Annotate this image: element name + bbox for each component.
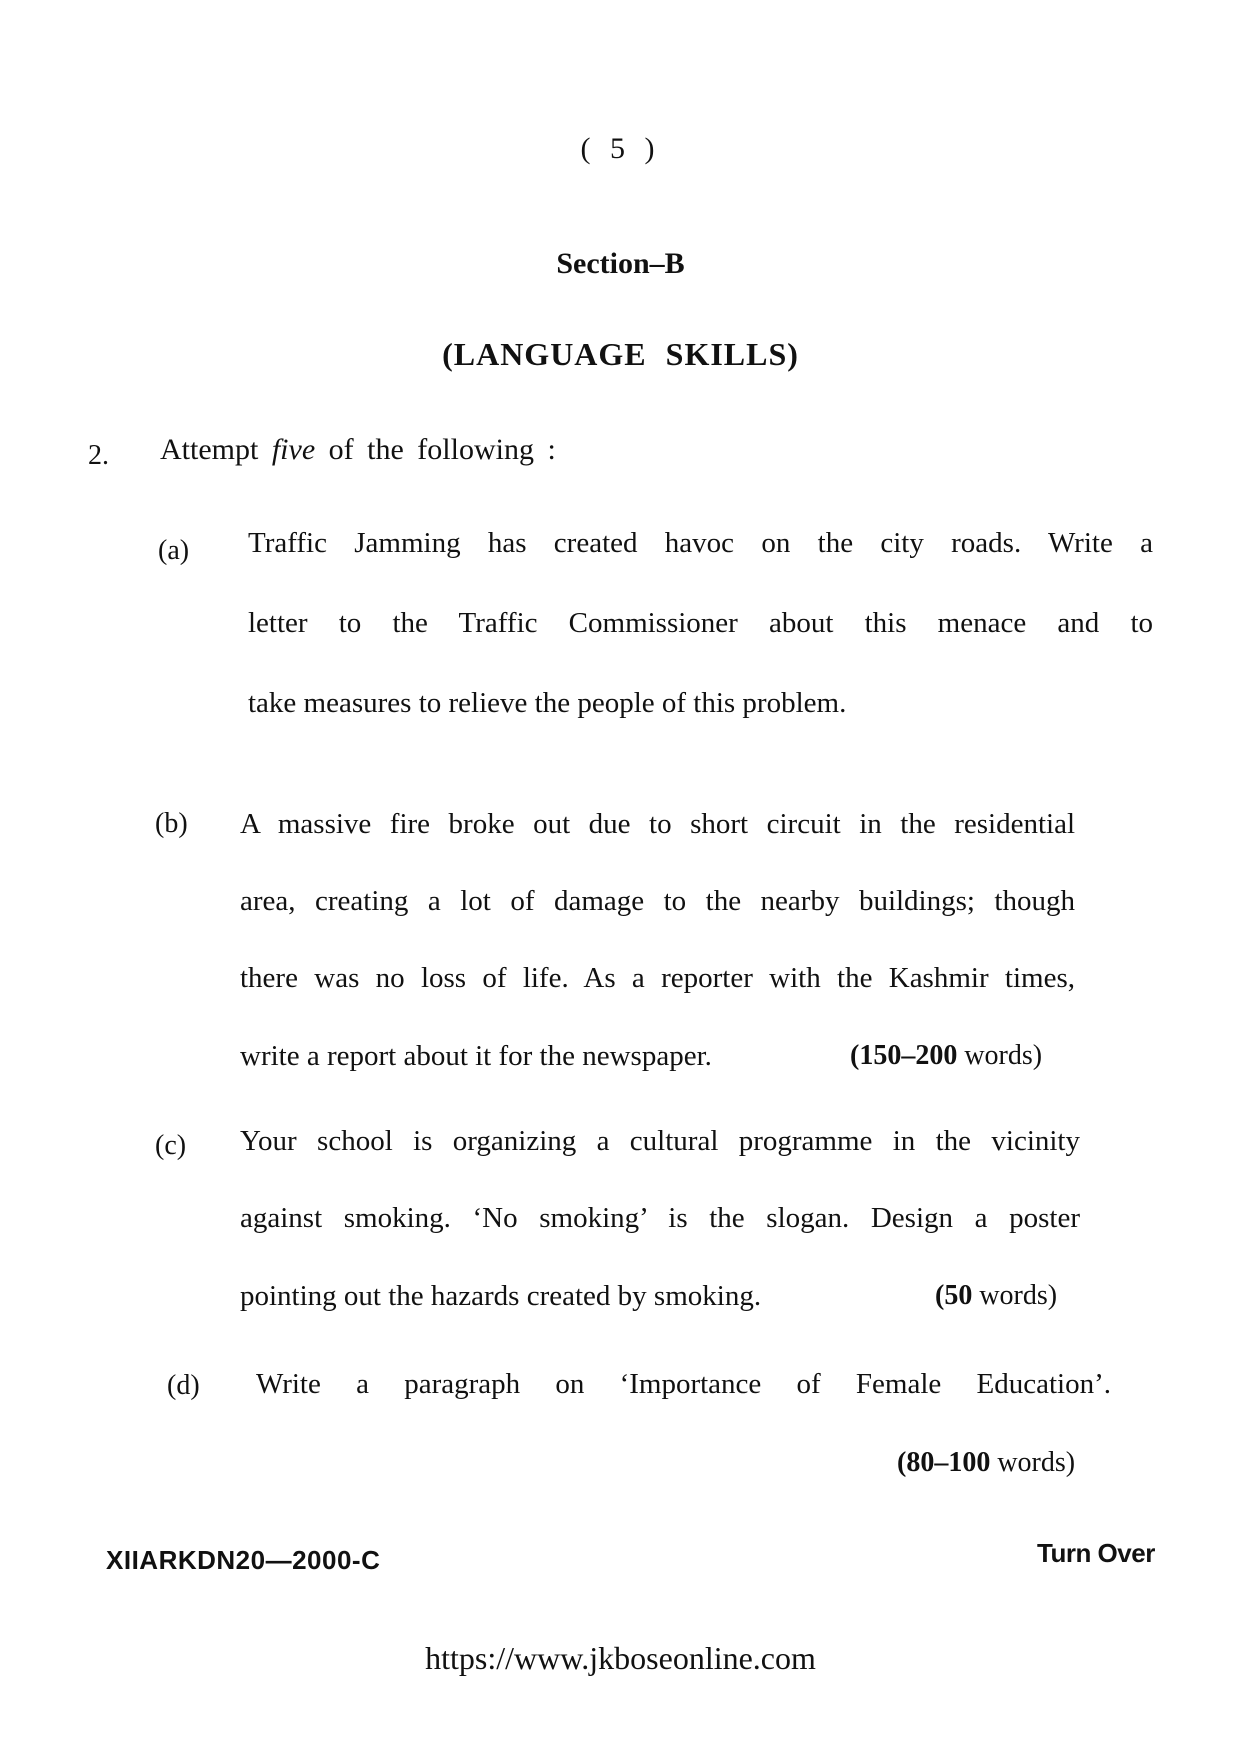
item-line: Write a paragraph on ‘Importance of Female Education’. <box>256 1368 1111 1400</box>
question-number: 2. <box>88 440 109 471</box>
item-line: pointing out the hazards created by smoking. <box>240 1280 762 1312</box>
instruction-after: of the following : <box>315 433 556 466</box>
item-line: write a report about it for the newspaper. <box>240 1040 712 1072</box>
item-line: Your school is organizing a cultural programme in the vicinity <box>240 1125 1080 1157</box>
item-line: there was no loss of life. As a reporter with the Kashmir times, <box>240 962 1075 994</box>
source-url: https://www.jkboseonline.com <box>425 1640 816 1676</box>
page-number: ( 5 ) <box>580 132 661 165</box>
word-limit-text: words) <box>972 1280 1058 1311</box>
item-label: (a) <box>158 535 190 566</box>
instruction-emphasis: five <box>271 433 316 466</box>
item-line: area, creating a lot of damage to the nearby buildings; though <box>240 885 1075 917</box>
item-line: letter to the Traffic Commissioner about this menace and to <box>248 607 1153 639</box>
word-limit-number: (50 <box>935 1280 973 1311</box>
item-label: (d) <box>167 1370 200 1401</box>
section-title: Section–B <box>556 247 685 280</box>
question-instruction <box>160 433 556 467</box>
item-line: against smoking. ‘No smoking’ is the slogan. Design a poster <box>240 1202 1080 1234</box>
instruction-before: Attempt <box>160 433 272 466</box>
word-limit-text: words) <box>990 1447 1076 1478</box>
word-limit <box>850 1040 1042 1072</box>
item-line: Traffic Jamming has created havoc on the city roads. Write a <box>248 527 1153 559</box>
word-limit <box>897 1447 1075 1479</box>
word-limit-text: words) <box>957 1040 1043 1071</box>
section-subtitle: (LANGUAGE SKILLS) <box>442 336 799 372</box>
turn-over-label: Turn Over <box>1037 1538 1155 1568</box>
item-line: take measures to relieve the people of this problem. <box>248 687 847 719</box>
item-line: A massive fire broke out due to short circuit in the residential <box>240 808 1075 840</box>
word-limit-number: (150–200 <box>850 1040 958 1071</box>
item-label: (c) <box>155 1130 187 1161</box>
word-limit <box>935 1280 1057 1312</box>
word-limit-number: (80–100 <box>897 1447 991 1478</box>
paper-code: XIIARKDN20—2000-C <box>106 1545 381 1575</box>
item-label: (b) <box>155 808 188 839</box>
